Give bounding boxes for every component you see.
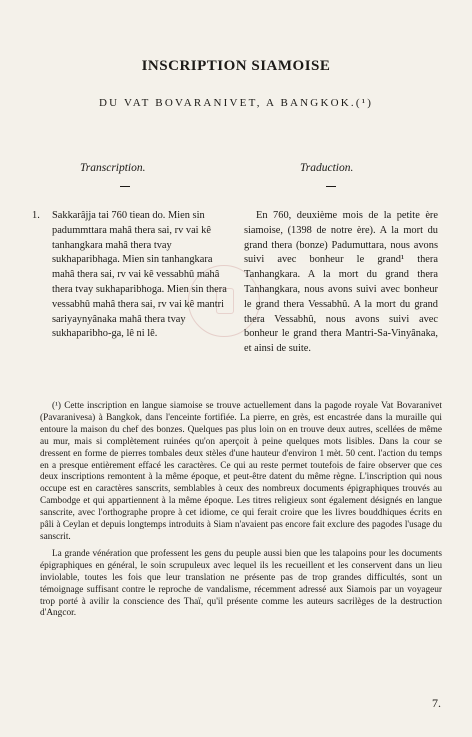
page-number: 7. [432, 696, 441, 710]
heading-dash-left [120, 186, 130, 187]
page-title: INSCRIPTION SIAMOISE [141, 58, 331, 74]
translation-text: En 760, deuxième mois de la petite ère siamoise, (1398 de notre ère). A la mort du grand thera (bonze) Padumuttara, nous avons suivi avec bonheur le grand¹ thera Tanhangkara. A la mort du grand thera Tanhangkara, nous avons suivi avec bonheur le grand thera Vessabhû. A la mort du grand thera Vessabhû, nous avons suivi avec bonheur le grand thera Mantri-Sa-Vinyânaka, et ainsi de suite. [244, 210, 438, 355]
transcription-text: Sakkarâjja tai 760 tiean do. Mien sin padummttara mahâ thera sai, rv vai kê tanhangkara mahâ thera tvay sukhaparibhaga. Mien sin tanhangkara mahâ thera sai, rv vai kê vessabhû mahâ thera tvay sukhaparibhoga. Mien sin thera vessabhû mahâ thera sai, rv vai kê mantri sariyaynyânaka mahâ thera tvay sukhaparibho-ga, lê ni lê. [52, 210, 227, 340]
page-subtitle: DU VAT BOVARANIVET, A BANGKOK.(¹) [98, 97, 374, 109]
footnotes [40, 401, 442, 620]
transcription-heading: Transcription. [80, 162, 146, 174]
line-number: 1. [32, 210, 40, 221]
footnote-paragraph: (¹) Cette inscription en langue siamoise se trouve actuellement dans la pagode royale Vat Bovaranivet (Pavaranivesa) à Bangkok, dans l'enceinte fortifiée. La pierre, en grès, est encastrée dans la muraille qui entoure la maison du chef des bonzes. Quelques pas plus loin on en trouve deux autres, scellées de même au mur, mais si complètement ruinées qu'on aperçoit à peine quelques mots lisibles. Dans la cour se dressent en forme de pierres tombales deux stèles d'une hauteur d'environ 1 mèt. 50 cent. l'action du temps en a presque entièrement effacé les caractères. Ce qui au reste permet toutefois de faire observer que ces deux inscriptions remontent à la même époque, et peut-être datent du même règne. L'inscription qui nous occupe est en caractères sanscrits, semblables à ceux des nombreux documents épigraphiques trouvés au Cambodge et qui appartiennent à la même époque. Les titres religieux sont également désignés en langue sanscrite, avec l'orthographe propre à cet idiome, ce qui ferait croire que les livres bouddhiques écrits en pâli à Ceylan et depuis longtemps introduits à Siam n'avaient pas encore fait exclure des pagodes l'usage du sanscrit. [40, 401, 442, 542]
translation-heading: Traduction. [300, 162, 354, 174]
footnote-paragraph: La grande vénération que professent les gens du peuple aussi bien que les talapoins pour les documents épigraphiques en général, le soin scrupuleux avec lequel ils les recueillent et les conservent dans un lieu inviolable, toutes les fois que leur translation ne présente pas de trop grandes difficultés, sont un témoignage suffisant contre le reproche de vandalisme, récemment adressé aux Siamois par un voyageur trop porté à avilir la conscience des Thaï, qu'il présente comme les auteurs sacrilèges de la destruction d'Angcor. [40, 548, 442, 619]
heading-dash-right [326, 186, 336, 187]
